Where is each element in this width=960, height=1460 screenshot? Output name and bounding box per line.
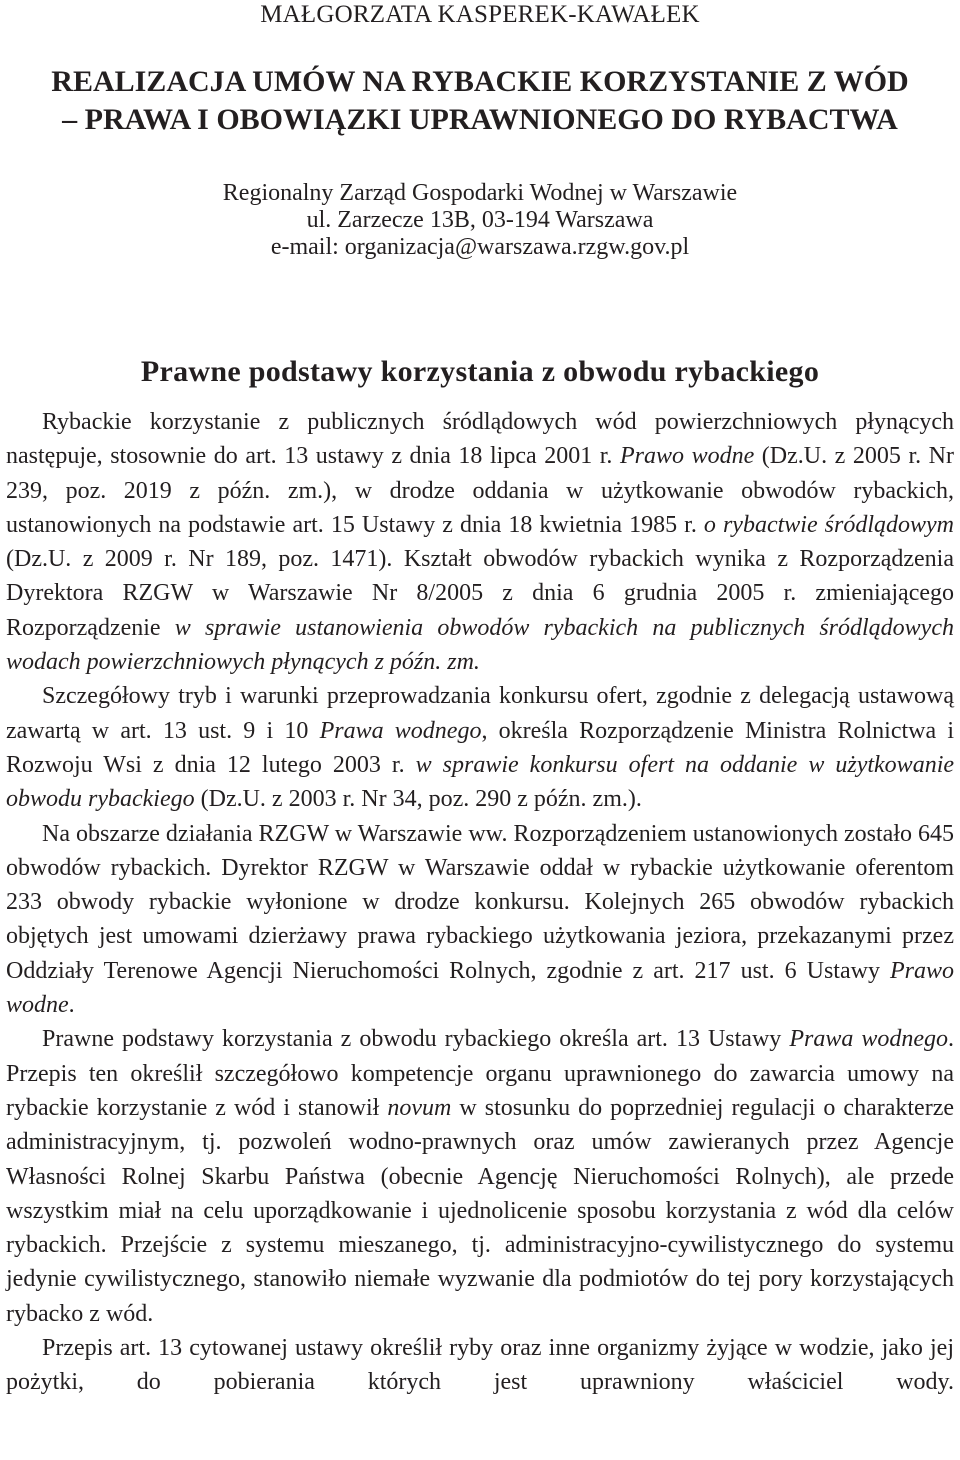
paragraph-1-italic-d: o rybactwie śródlądowym — [703, 511, 955, 538]
paragraph-2-italic-d: w sprawie konkursu ofert na oddanie w użytkowanie obwodu rybackiego — [6, 751, 955, 813]
author-name: MAŁGORZATA KASPEREK-KAWAŁEK — [260, 1, 700, 28]
paragraph-1-italic-b: Prawo wodne — [620, 443, 755, 470]
paragraph-3 — [6, 817, 954, 1023]
paragraph-1-text-c: (Dz.U. z 2005 r. Nr 239, poz. 2019 z późn. zm.), w drodze oddania w użytkowanie obwodów rybackich, ustanowionych na podstawie art. 15 Ustawy z dnia 18 kwietnia 1985 r. — [6, 443, 955, 538]
paragraph-3-text-c: . — [68, 992, 75, 1019]
affiliation-email: e-mail: organizacja@warszawa.rzgw.gov.pl — [270, 234, 690, 260]
paragraph-2-italic-b: Prawa wodnego — [319, 717, 482, 744]
paragraph-4-italic-b: Prawa wodnego — [789, 1026, 948, 1053]
paragraph-5-text-a: Przepis art. 13 cytowanej ustawy określił ryby oraz inne organizmy żyjące w wodzie, jako jej pożytki, do pobierania których jest uprawniony właściciel wody. — [6, 1335, 954, 1396]
paragraph-4-text-e: w stosunku do poprzedniej regulacji o charakterze administracyjnym, tj. pozwoleń wodno-prawnych oraz umów zawieranych przez Agencje Własności Rolnej Skarbu Państwa (obecnie Agencję Nieruchomości Rolnych), ale przede wszystkim miał na celu uporządkowanie i ujednolicenie sposobu korzystania z wód dla celów rybackich. Przejście z systemu mieszanego, tj. administracyjno-cywilistycznego do systemu jedynie cywilistycznego, stanowiło niemałe wyzwanie dla podmiotów do tej pory korzystających rybacko z wód. — [6, 1094, 955, 1327]
title-line-2: – PRAWA I OBOWIĄZKI UPRAWNIONEGO DO RYBACTWA — [62, 103, 898, 136]
paragraph-2 — [6, 679, 954, 816]
paragraph-4-italic-d: novum — [387, 1094, 452, 1121]
paragraph-1-italic-f: w sprawie ustanowienia obwodów rybackich na publicznych śródlądowych wodach powierzchniowych płynących z późn. zm. — [6, 614, 954, 676]
paragraph-4-text-c: . Przepis ten określił szczegółowo kompetencje organu uprawnionego do zawarcia umowy na rybackie korzystanie z wód i stanowił — [6, 1026, 954, 1121]
paragraph-4 — [6, 1022, 954, 1331]
paragraph-3-text-a: Na obszarze działania RZGW w Warszawie ww. Rozporządzeniem ustanowionych zostało 645 obwodów rybackich. Dyrektor RZGW w Warszawie oddał w rybackie użytkowanie oferentom 233 obwody rybackie wyłonione w drodze konkursu. Kolejnych 265 obwodów rybackich objętych jest umowami dzierżawy prawa rybackiego użytkowania jeziora, przekazanymi przez Oddziały Terenowe Agencji Nieruchomości Rolnych, zgodnie z art. 217 ust. 6 Ustawy — [6, 820, 954, 984]
paragraph-4-text-a: Prawne podstawy korzystania z obwodu rybackiego określa art. 13 Ustawy — [42, 1026, 790, 1053]
paragraph-3-italic-b: Prawo wodne — [6, 957, 954, 1019]
paragraph-2-text-c: , określa Rozporządzenie Ministra Rolnictwa i Rozwoju Wsi z dnia 12 lutego 2003 r. — [6, 717, 955, 778]
affiliation-address: ul. Zarzecze 13B, 03-194 Warszawa — [306, 207, 654, 233]
section-body — [6, 405, 954, 1400]
title-line-1: REALIZACJA UMÓW NA RYBACKIE KORZYSTANIE Z WÓD — [51, 65, 909, 98]
paragraph-2-text-e: (Dz.U. z 2003 r. Nr 34, poz. 290 z późn. zm.). — [194, 786, 642, 813]
article-title — [6, 63, 954, 139]
author-affiliation — [6, 180, 954, 261]
section-heading: Prawne podstawy korzystania z obwodu rybackiego — [140, 355, 820, 388]
paragraph-5 — [6, 1331, 954, 1400]
paragraph-1 — [6, 405, 954, 679]
paragraph-1-text-a: Rybackie korzystanie z publicznych śródlądowych wód powierzchniowych płynących następuje, stosownie do art. 13 ustawy z dnia 18 lipca 2001 r. — [6, 409, 954, 470]
affiliation-institution: Regionalny Zarząd Gospodarki Wodnej w Warszawie — [222, 180, 738, 206]
paragraph-2-text-a: Szczegółowy tryb i warunki przeprowadzania konkursu ofert, zgodnie z delegacją ustawową zawartą w art. 13 ust. 9 i 10 — [6, 683, 954, 744]
paragraph-1-text-e: (Dz.U. z 2009 r. Nr 189, poz. 1471). Kształt obwodów rybackich wynika z Rozporządzenia Dyrektora RZGW w Warszawie Nr 8/2005 z dnia 6 grudnia 2005 r. zmieniającego Rozporządzenie — [6, 546, 954, 641]
